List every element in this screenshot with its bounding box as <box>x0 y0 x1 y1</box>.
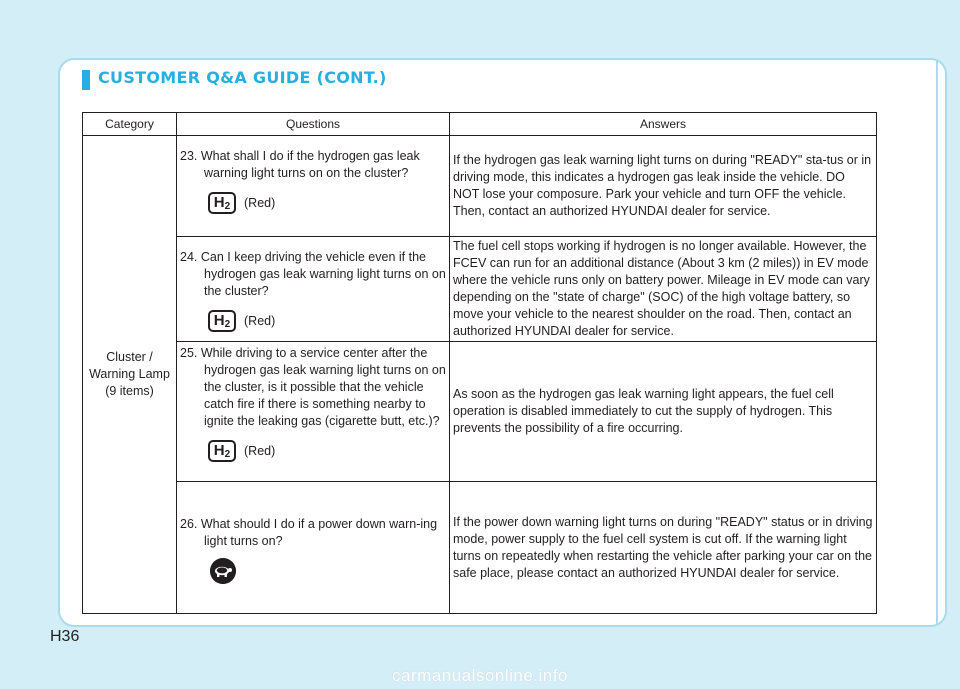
column-header-questions: Questions <box>177 113 450 136</box>
icon-note: (Red) <box>244 195 276 210</box>
question-text: 26. What should I do if a power down warn-ing light turns on? <box>180 517 438 548</box>
table-header-row <box>83 113 877 136</box>
answer-cell: If the hydrogen gas leak warning light turns on during "READY" sta-tus or in driving mode, this indicates a hydrogen gas leak inside the vehicle. DO NOT lose your composure. Park your vehicle and turn OFF the vehicle. Then, contact an authorized HYUNDAI dealer for service. <box>450 136 877 237</box>
hydrogen-h2-icon: $H_2$ <box>208 310 236 332</box>
power-down-turtle-icon <box>210 558 236 584</box>
title-accent-bar <box>82 70 90 90</box>
table-row <box>83 342 877 482</box>
answer-cell: As soon as the hydrogen gas leak warning light appears, the fuel cell operation is disabled immediately to cut the supply of hydrogen. This prevents the possibility of a fire occurring. <box>450 342 877 482</box>
panel-edge-bar <box>936 60 938 625</box>
icon-row <box>208 192 446 214</box>
table-row <box>83 482 877 614</box>
answer-cell: The fuel cell stops working if hydrogen is no longer available. However, the FCEV can run for an additional distance (About 3 km (2 miles)) in EV mode where the vehicle runs only on battery power. Mileage in EV mode can vary depending on the "state of charge" (SOC) of the high voltage battery, so move your vehicle to the nearest shoulder on the road. Then, contact an authorized HYUNDAI dealer for service. <box>450 237 877 342</box>
question-text: 25. While driving to a service center after the hydrogen gas leak warning light turns on on the cluster, is it possible that the vehicle catch fire if there is something nearby to ignite the leaking gas (cigarette butt, etc.)? <box>180 346 446 428</box>
question-cell <box>177 342 450 482</box>
icon-row <box>210 558 446 584</box>
question-cell <box>177 482 450 614</box>
table-row <box>83 136 877 237</box>
question-cell <box>177 237 450 342</box>
category-line: Cluster / <box>106 350 153 364</box>
qa-table <box>82 112 877 614</box>
icon-row <box>208 310 446 332</box>
question-text: 24. Can I keep driving the vehicle even if the hydrogen gas leak warning light turns on on the cluster? <box>180 250 446 298</box>
icon-note: (Red) <box>244 443 276 458</box>
category-line: (9 items) <box>105 384 154 398</box>
hydrogen-h2-icon: $H_2$ <box>208 192 236 214</box>
table-row <box>83 237 877 342</box>
page-title: CUSTOMER Q&A GUIDE (CONT.) <box>98 68 387 87</box>
question-text: 23. What shall I do if the hydrogen gas leak warning light turns on on the cluster? <box>180 149 420 180</box>
category-cell <box>83 136 177 614</box>
column-header-category: Category <box>83 113 177 136</box>
hydrogen-h2-icon: $H_2$ <box>208 440 236 462</box>
page-number: H36 <box>50 628 80 645</box>
icon-note: (Red) <box>244 313 276 328</box>
column-header-answers: Answers <box>450 113 877 136</box>
watermark: carmanualsonline.info <box>392 666 568 685</box>
icon-row <box>208 440 446 462</box>
answer-cell: If the power down warning light turns on during "READY" status or in driving mode, power supply to the fuel cell system is cut off. If the warning light turns on repeatedly when restarting the vehicle after parking your car on the safe place, please contact an authorized HYUNDAI dealer for service. <box>450 482 877 614</box>
question-cell <box>177 136 450 237</box>
category-line: Warning Lamp <box>89 367 170 381</box>
